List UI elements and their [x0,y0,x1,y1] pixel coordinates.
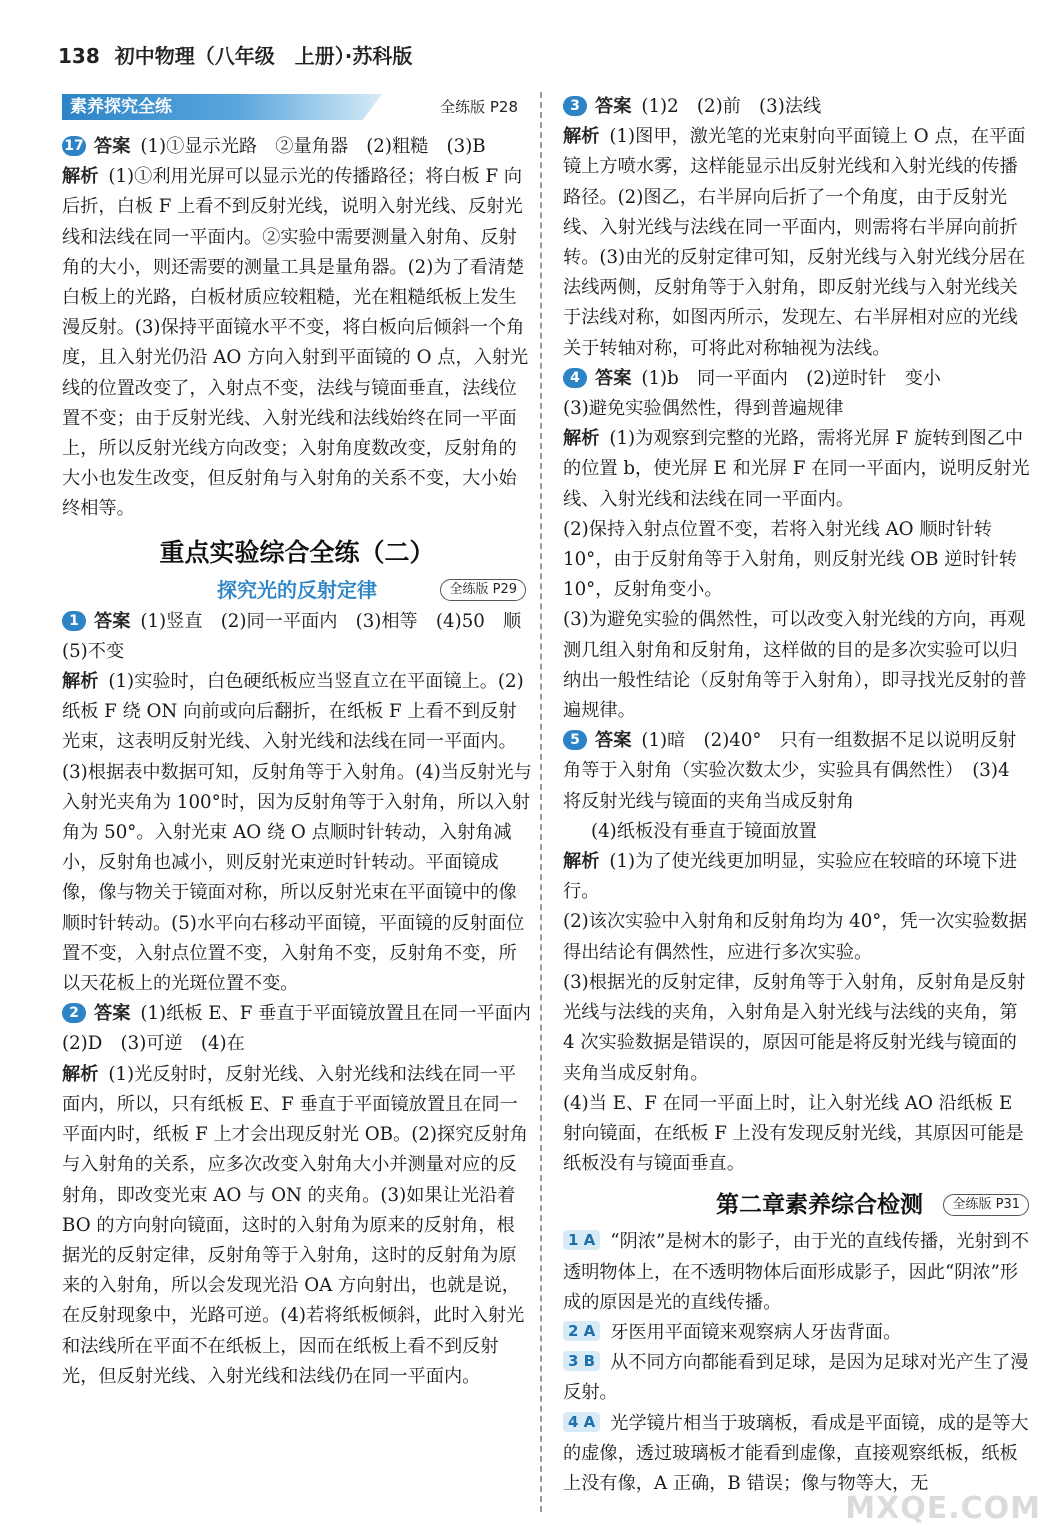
chapter-header [563,1185,1033,1225]
q1-answer [62,607,540,667]
q5-answer [563,726,1033,817]
item-tag [563,1321,600,1341]
item-number: 2 [568,1321,579,1340]
q5-analysis [563,847,1033,907]
analysis-label: 解析 [62,671,99,693]
analysis-text: (1)实验时，白色硬纸板应当竖直立在平面镜上。(2)纸板 F 绕 ON 向前或向后翻折，在纸板 F 上看不到反射光束，这表明反射光线、入射光线和法线在同一平面内。(3)根据表中数据可知，反射角等于入射角。(4)当反射光与入射光夹角为 100°时，因为反射角等于入射角，所以入射角为 50°。入射光束 AO 绕 O 点顺时针转动，入射角减小，反射角也减小，则反射光束逆时针转动。平面镜成像，像与物关于镜面对称，所以反射光束在平面镜中的像顺时针转动。(5)水平向右移动平面镜，平面镜的反射面位置不变，入射点位置不变，入射角不变，反射角不变，所以天花板上的光斑位置不变。 [62,671,532,995]
item-text: 光学镜片相当于玻璃板，看成是平面镜，成的是等大的虚像，透过玻璃板才能看到虚像，直接观察纸板，纸板上没有像，A 正确，B 错误；像与物等大，无 [563,1412,1029,1494]
answer-text: (1)2 (2)前 (3)法线 [641,96,822,117]
q4-answer [563,364,1033,394]
question-number: 2 [62,1003,86,1023]
q1-analysis [62,667,532,999]
q5-answer-line: (4)纸板没有垂直于镜面放置 [591,820,817,842]
item-answer: A [583,1412,596,1431]
mc-item [563,1318,1033,1348]
q5-analysis-part: (2)该次实验中入射角和反射角均为 40°，凭一次实验数据得出结论有偶然性，应进行多次实验。 [563,911,1027,963]
answer-label: 答案 [94,610,131,632]
analysis-text: (1)①利用光屏可以显示光的传播路径；将白板 F 向后折，白板 F 上看不到反射光线，说明入射光线、反射光线和法线在同一平面内。②实验中需要测量入射角、反射角的大小，则还需要的测量工具是量角器。(2)为了看清楚白板上的光路，白板材质应较粗糙，光在粗糙纸板上发生漫反射。(3)保持平面镜水平不变，将白板向后倾斜一个角度，且入射光仍沿 AO 方向入射到平面镜的 O 点，入射光线的位置改变了，入射点不变，法线与镜面垂直，法线位置不变；由于反射光线、入射光线和法线始终在同一平面上，所以反射光线方向改变；入射角度数改变，反射角的大小也发生改变，但反射角与入射角的关系不变，大小始终相等。 [62,166,529,520]
analysis-label: 解析 [62,1063,99,1085]
item-text: 从不同方向都能看到足球，是因为足球对光产生了漫反射。 [563,1352,1029,1404]
item-tag [563,1412,600,1432]
page-header [58,40,412,69]
q4-answer-line: (3)避免实验偶然性，得到普遍规律 [563,398,844,420]
q3-answer [563,92,1033,122]
q2-analysis [62,1060,532,1392]
answer-label: 答案 [595,367,632,389]
answer-text: (1)竖直 (2)同一平面内 (3)相等 (4)50 顺 (5)不变 [62,610,540,662]
q17-analysis [62,162,532,524]
answer-label: 答案 [595,96,632,117]
analysis-label: 解析 [563,428,600,450]
question-number: 4 [563,368,587,388]
item-text: “阴浓”是树木的影子，由于光的直线传播，光射到不透明物体上，在不透明物体后面形成影子，因此“阴浓”形成的原因是光的直线传播。 [563,1231,1030,1313]
column-divider [540,92,542,1512]
analysis-text: (1)图甲，激光笔的光束射向平面镜上 O 点，在平面镜上方喷水雾，这样能显示出反射光线和入射光线的传播路径。(2)图乙，右半屏向后折了一个角度，由于反射光线、入射光线与法线在同一平面内，则需将右半屏向前折转。(3)由光的反射定律可知，反射光线与入射光线分居在法线两侧，反射角等于入射角，即反射光线与入射光线关于法线对称，如图丙所示，发现左、右半屏相对应的光线关于转轴对称，可将此对称轴视为法线。 [563,126,1026,359]
chapter-ref: 全练版 P31 [943,1194,1029,1216]
analysis-text: (1)光反射时，反射光线、入射光线和法线在同一平面内，所以，只有纸板 E、F 垂直于平面镜放置且在同一平面内时，纸板 F 上才会出现反射光 OB。(2)探究反射角与入射角的关系，应多次改变入射角大小并测量对应的反射角，即改变光束 AO 与 ON 的夹角。(3)如果让光沿着 BO 的方向射向镜面，这时的入射角为原来的反射角，根据光的反射定律，反射角等于入射角，这时的反射角为原来的入射角，所以会发现光沿 OA 方向射出，也就是说，在反射现象中，光路可逆。(4)若将纸板倾斜，此时入射光和法线所在平面不在纸板上，因而在纸板上看不到反射光，但反射光线、入射光线和法线仍在同一平面内。 [62,1063,528,1387]
q4-analysis [563,424,1033,515]
question-number: 3 [563,96,587,116]
answer-label: 答案 [595,730,632,752]
q2-answer [62,999,550,1059]
q17-answer [62,132,532,162]
item-tag [563,1230,600,1250]
mc-item [563,1227,1033,1318]
analysis-text: (1)为观察到完整的光路，需将光屏 F 旋转到图乙中的位置 b，使光屏 E 和光屏 F 在同一平面内，说明反射光线、入射光线和法线在同一平面内。 [563,428,1030,510]
answer-label: 答案 [94,136,131,157]
watermark: MXQE.COM [845,1491,1041,1526]
mc-item [563,1409,1033,1500]
section-banner [62,92,532,122]
analysis-label: 解析 [62,166,99,188]
item-number: 4 [568,1412,579,1431]
subsection-header [62,573,532,607]
q5-analysis-part: (4)当 E、F 在同一平面上时，让入射光线 AO 沿纸板 E 射向镜面，在纸板 F 上没有发现反射光线，其原因可能是纸板没有与镜面垂直。 [563,1092,1024,1175]
q4-analysis-part: (3)为避免实验的偶然性，可以改变入射光线的方向，再观测几组入射角和反射角，这样做的目的是多次实验可以归纳出一般性结论（反射角等于入射角），即寻找光反射的普遍规律。 [563,609,1027,722]
item-text: 牙医用平面镜来观察病人牙齿背面。 [610,1321,902,1343]
subsection-ref: 全练版 P29 [440,579,526,601]
book-title: 初中物理（八年级 上册）·苏科版 [114,44,413,68]
subsection-title: 探究光的反射定律 [217,577,377,602]
question-number: 1 [62,611,86,631]
banner-title: 素养探究全练 [70,97,172,117]
question-number: 5 [563,730,587,750]
right-column [563,92,1033,1499]
answer-text: (1)①显示光路 ②量角器 (2)粗糙 (3)B [140,136,486,157]
item-answer: A [583,1231,596,1250]
item-number: 1 [568,1231,579,1250]
page-number: 138 [58,44,100,68]
answer-text: (1)b 同一平面内 (2)逆时针 变小 [641,367,941,389]
item-tag [563,1351,600,1371]
answer-label: 答案 [94,1003,131,1025]
answer-text: (1)纸板 E、F 垂直于平面镜放置且在同一平面内 (2)D (3)可逆 (4)在 [62,1003,550,1055]
q3-analysis [563,122,1033,364]
analysis-label: 解析 [563,851,600,873]
answer-text: (1)暗 (2)40° 只有一组数据不足以说明反射角等于入射角（实验次数太少，实验具有偶然性） (3)4 将反射光线与镜面的夹角当成反射角 [563,730,1028,812]
item-answer: B [583,1352,596,1371]
q4-analysis-part: (2)保持入射点位置不变，若将入射光线 AO 顺时针转 10°，由于反射角等于入射角，则反射光线 OB 逆时针转 10°，反射角变小。 [563,518,1018,601]
section-title: 重点实验综合全练（二） [159,537,435,567]
analysis-text: (1)为了使光线更加明显，实验应在较暗的环境下进行。 [563,851,1018,903]
chapter-title: 第二章素养综合检测 [716,1192,923,1219]
item-answer: A [583,1321,596,1340]
left-column [62,92,550,1392]
banner-ref: 全练版 P28 [440,98,518,116]
question-number: 17 [62,136,86,156]
mc-item [563,1348,1033,1408]
q5-analysis-part: (3)根据光的反射定律，反射角等于入射角，反射角是反射光线与法线的夹角，入射角是入射光线与法线的夹角，第 4 次实验数据是错误的，原因可能是将反射光线与镜面的夹角当成反射角。 [563,971,1026,1084]
item-number: 3 [568,1352,579,1371]
analysis-label: 解析 [563,126,600,148]
